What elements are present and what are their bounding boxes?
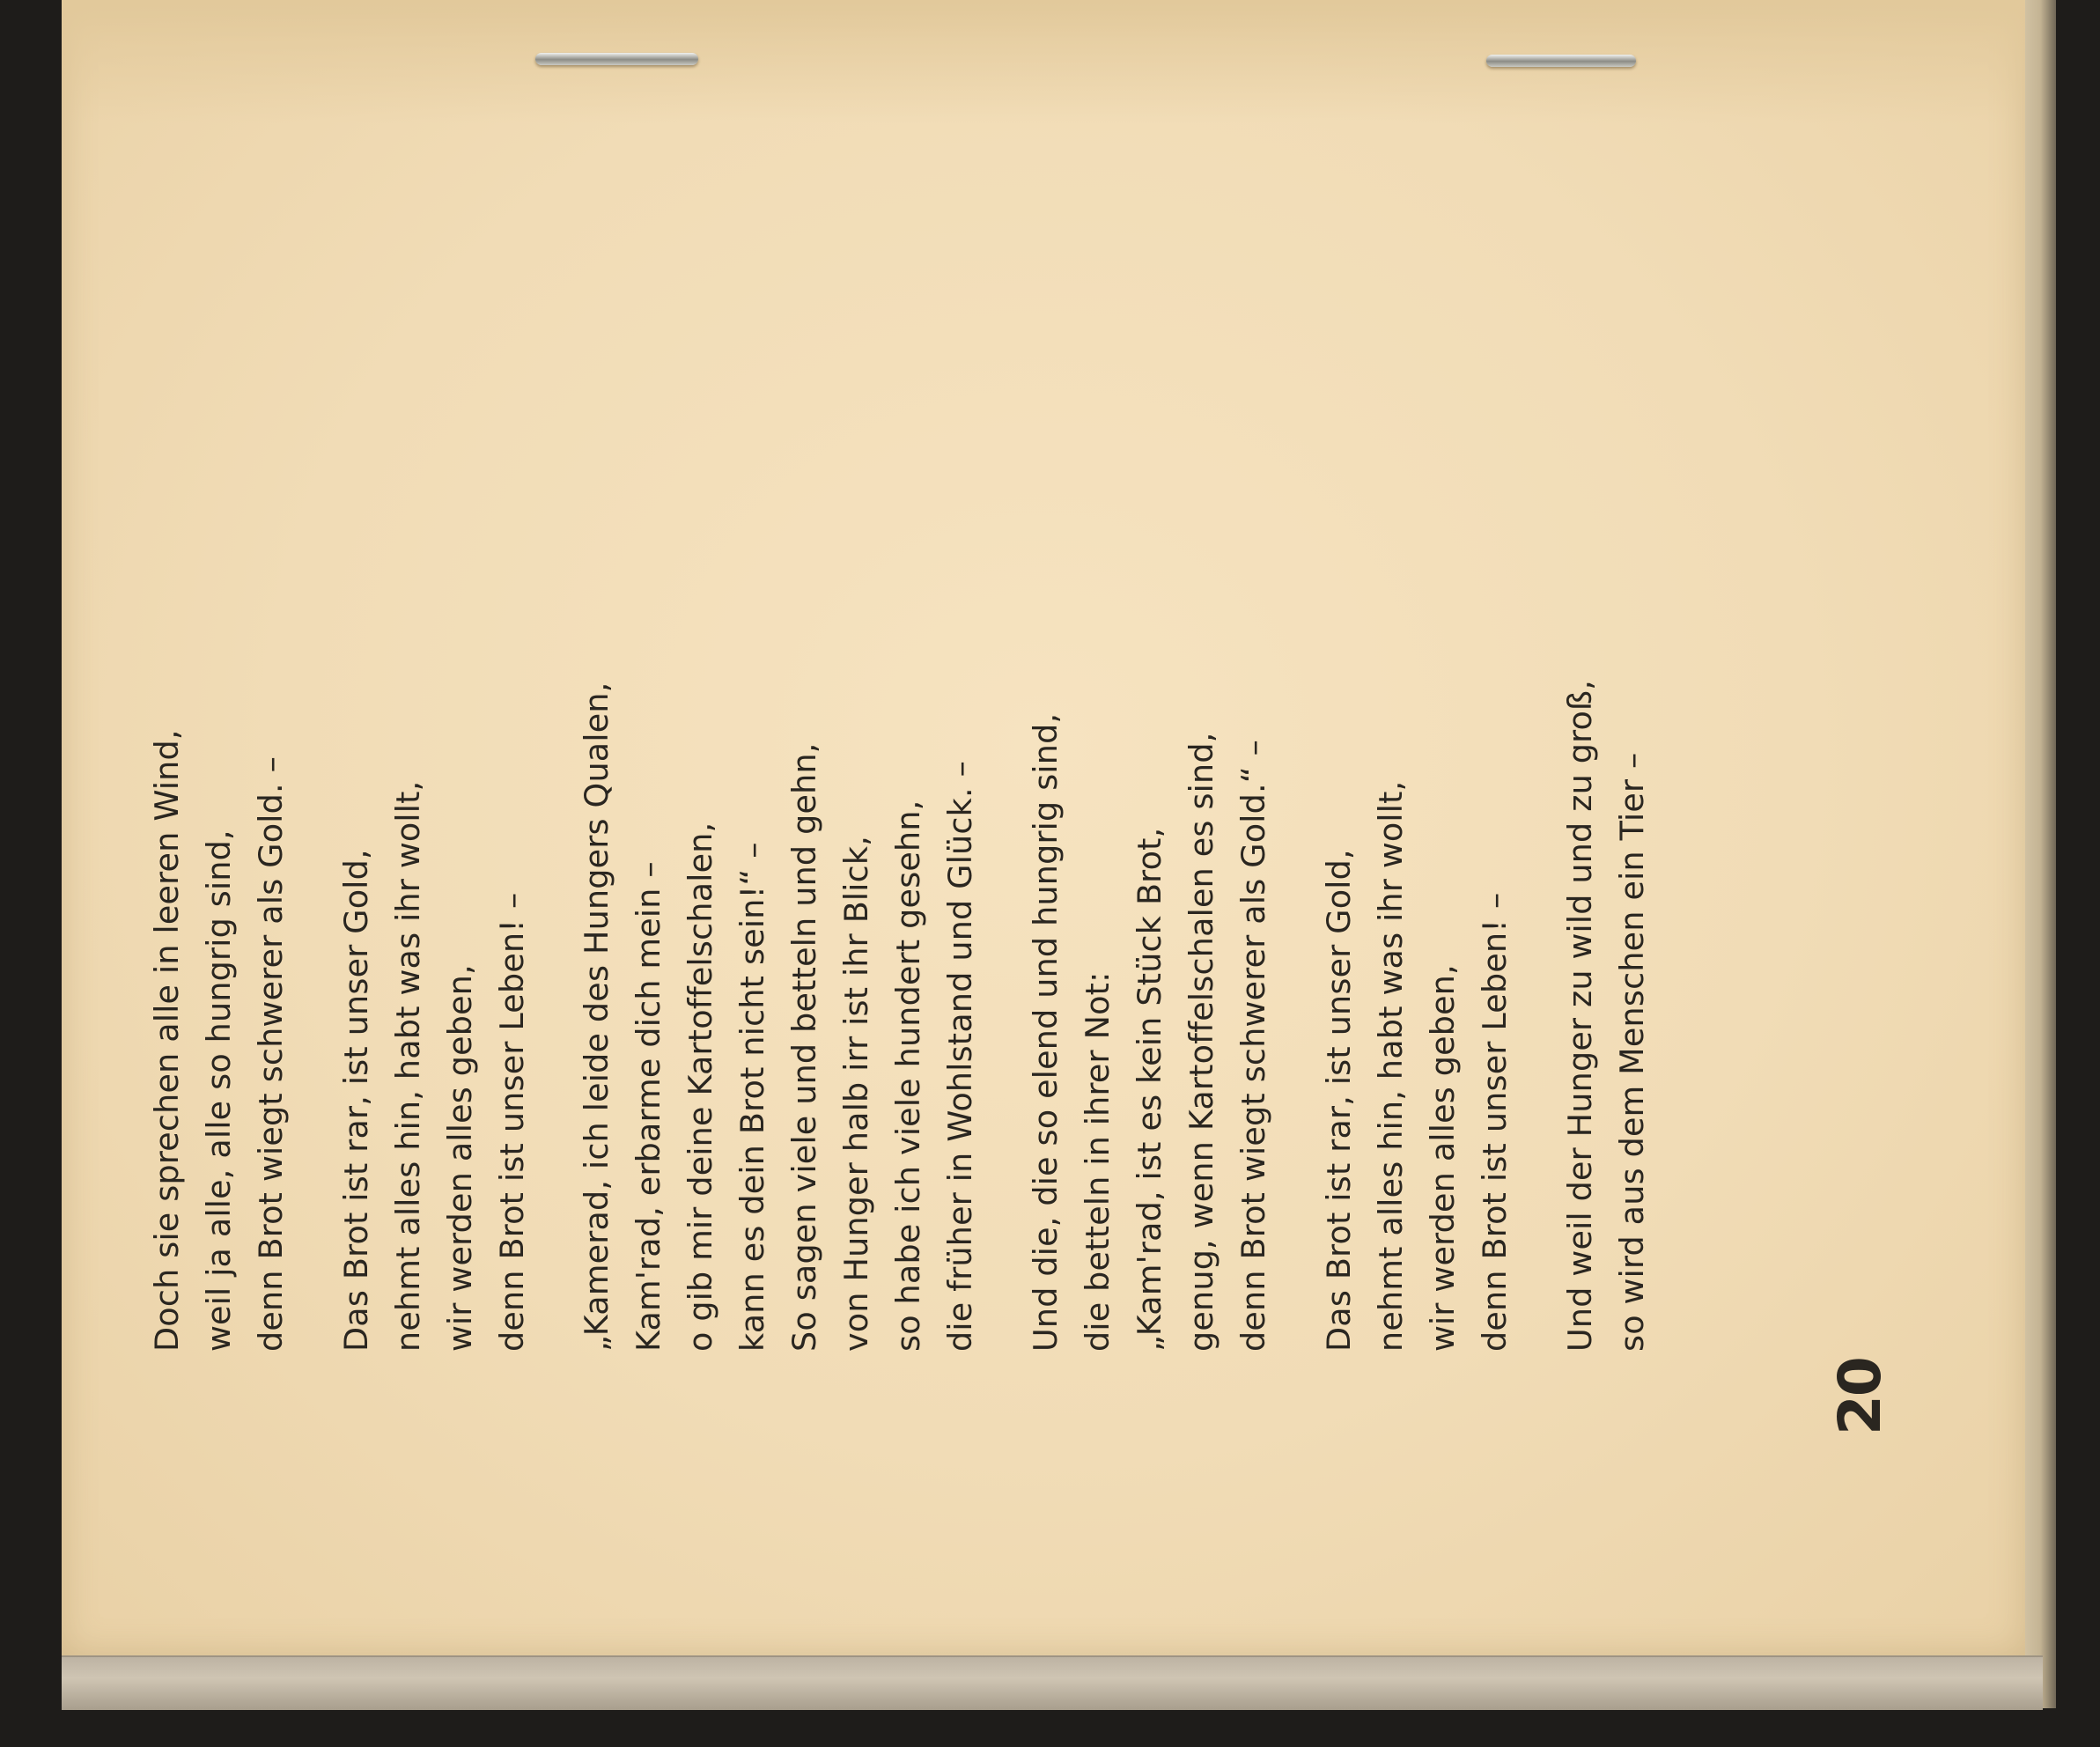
poem-line: nehmt alles hin, habt was ihr wollt,: [389, 780, 427, 1352]
poem-line: weil ja alle, alle so hungrig sind,: [200, 829, 238, 1352]
poem-line: von Hunger halb irr ist ihr Blick,: [837, 835, 875, 1352]
poem-line: nehmt alles hin, habt was ihr wollt,: [1372, 780, 1410, 1352]
poem-line: So sagen viele und betteln und gehn,: [785, 742, 823, 1352]
poem-line: Das Brot ist rar, ist unser Gold,: [337, 849, 375, 1352]
staple-right: [1486, 55, 1636, 67]
poem-line: „Kamerad, ich leide des Hungers Qualen,: [578, 682, 615, 1352]
poem-line: Und weil der Hunger zu wild und zu groß,: [1561, 679, 1599, 1352]
poem-line: denn Brot ist unser Leben! –: [493, 892, 531, 1352]
poem-line: so wird aus dem Menschen ein Tier –: [1613, 752, 1651, 1352]
poem-line: Kam'rad, erbarme dich mein –: [630, 861, 667, 1352]
page-stack-edge: [62, 1655, 2043, 1710]
poem-line: wir werden alles geben,: [441, 964, 479, 1352]
poem-text: [148, 264, 1824, 1352]
poem-line: o gib mir deine Kartoffelschalen,: [682, 822, 719, 1352]
poem-line: so habe ich viele hundert gesehn,: [889, 800, 927, 1352]
poem-line: Das Brot ist rar, ist unser Gold,: [1320, 849, 1358, 1352]
poem-line: Doch sie sprechen alle in leeren Wind,: [148, 729, 186, 1352]
poem-line: denn Brot wiegt schwerer als Gold. –: [252, 756, 290, 1352]
page-number: 20: [1826, 1358, 1894, 1435]
poem-line: die betteln in ihrer Not:: [1079, 971, 1116, 1352]
poem-line: „Kam'rad, ist es kein Stück Brot,: [1131, 827, 1168, 1352]
poem-line: denn Brot wiegt schwerer als Gold.“ –: [1234, 739, 1272, 1352]
poem-line: kann es dein Brot nicht sein!“ –: [733, 842, 771, 1352]
poem-line: denn Brot ist unser Leben! –: [1476, 892, 1514, 1352]
poem-line: genug, wenn Kartoffelschalen es sind,: [1183, 732, 1220, 1352]
staple-left: [535, 53, 698, 65]
poem-line: die früher in Wohlstand und Glück. –: [941, 760, 979, 1352]
poem-line: Und die, die so elend und hungrig sind,: [1027, 712, 1065, 1352]
gutter-shadow: [62, 0, 2025, 123]
poem-line: wir werden alles geben,: [1424, 964, 1462, 1352]
